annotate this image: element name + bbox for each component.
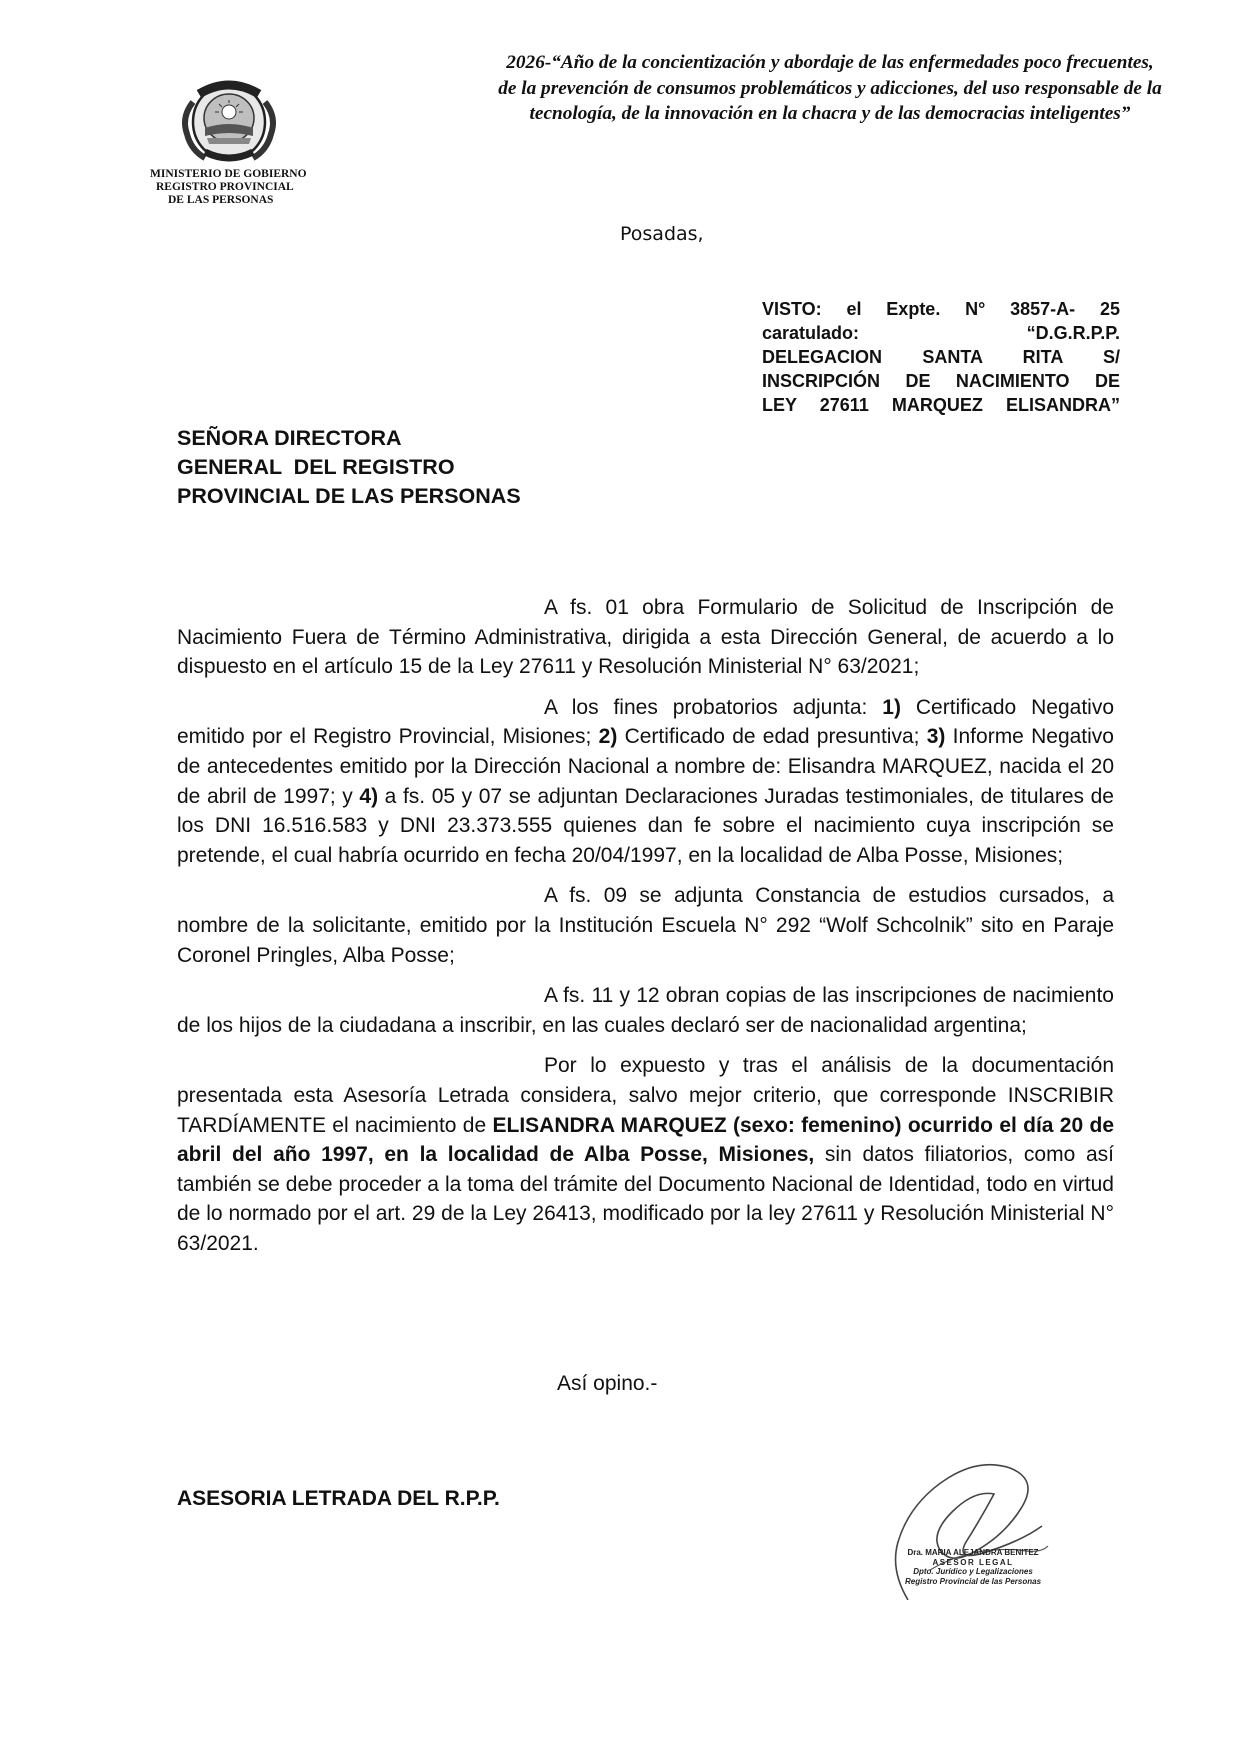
paragraph-studies: A fs. 09 se adjunta Constancia de estudios cursados, a nombre de la solicitante, emitido por la Institución Escuela N° 292 “Wolf Schcolnik” sito en Paraje Coronel Pringles, Alba Posse; bbox=[177, 884, 1114, 967]
addressee-block bbox=[177, 424, 521, 511]
document-body bbox=[177, 593, 1114, 1269]
stamp-line: Registro Provincial de las Personas bbox=[904, 1576, 1042, 1586]
paragraph-evidence: A los fines probatorios adjunta: 1) Certificado Negativo emitido por el Registro Provincial, Misiones; 2) Certificado de edad presuntiva; 3) Informe Negativo de antecedentes emitido por la Dirección Nacional a nombre de: Elisandra MARQUEZ, nacida el 20 de abril de 1997; y 4) a fs. 05 y 07 se adjuntan Declaraciones Juradas testimoniales, de titulares de los DNI 16.516.583 y DNI 23.373.555 quienes dan fe sobre el nacimiento cuya inscripción se pretende, el cual habría ocurrido en fecha 20/04/1997, en la localidad de Alba Posse, Misiones; bbox=[177, 695, 1114, 867]
visto-line: INSCRIPCIÓN DE NACIMIENTO DE bbox=[762, 371, 1120, 391]
visto-block bbox=[762, 297, 1120, 417]
addressee-line: SEÑORA DIRECTORA bbox=[177, 426, 402, 450]
addressee-line: GENERAL DEL REGISTRO bbox=[177, 455, 455, 479]
ministry-line: REGISTRO PROVINCIAL bbox=[156, 181, 294, 193]
addressee-line: PROVINCIAL DE LAS PERSONAS bbox=[177, 484, 521, 508]
provincial-seal-logo bbox=[175, 72, 283, 170]
signature-stamp bbox=[898, 1548, 1048, 1586]
paragraph-form: A fs. 01 obra Formulario de Solicitud de Inscripción de Nacimiento Fuera de Término Administrativa, dirigida a esta Dirección General, de acuerdo a lo dispuesto en el artículo 15 de la Ley 27611 y Resolución Ministerial N° 63/2021; bbox=[177, 596, 1114, 679]
place-date: Posadas, bbox=[620, 223, 704, 245]
stamp-line: Dra. MARIA ALEJANDRA BENITEZ bbox=[907, 1548, 1039, 1557]
paragraph-children-records: A fs. 11 y 12 obran copias de las inscripciones de nacimiento de los hijos de la ciudadana a inscribir, en las cuales declaró ser de nacionalidad argentina; bbox=[177, 984, 1114, 1037]
paragraph-conclusion: Por lo expuesto y tras el análisis de la documentación presentada esta Asesoría Letrada considera, salvo mejor criterio, que corresponde INSCRIBIR TARDÍAMENTE el nacimiento de ELISANDRA MARQUEZ (sexo: femenino) ocurrido el día 20 de abril del año 1997, en la localidad de Alba Posse, Misiones, sin datos filiatorios, como así también se debe proceder a la toma del trámite del Documento Nacional de Identidad, todo en virtud de lo normado por el art. 29 de la Ley 26413, modificado por la ley 27611 y Resolución Ministerial N° 63/2021. bbox=[177, 1054, 1114, 1255]
ministry-line: MINISTERIO DE GOBIERNO bbox=[150, 168, 307, 180]
visto-line: caratulado: “D.G.R.P.P. bbox=[762, 323, 1120, 343]
visto-line: LEY 27611 MARQUEZ ELISANDRA” bbox=[762, 395, 1120, 415]
stamp-line: Dpto. Jurídico y Legalizaciones bbox=[913, 1567, 1033, 1576]
ministry-header bbox=[150, 168, 330, 207]
visto-line: VISTO: el Expte. N° 3857-A- 25 bbox=[762, 299, 1120, 319]
closing-phrase: Así opino.- bbox=[557, 1372, 658, 1395]
ministry-line: DE LAS PERSONAS bbox=[168, 194, 274, 206]
signoff-office: ASESORIA LETRADA DEL R.P.P. bbox=[177, 1487, 500, 1510]
stamp-line: ASESOR LEGAL bbox=[932, 1557, 1014, 1567]
annual-motto: 2026-“Año de la concientización y abordaje de las enfermedades poco frecuentes, de la prevención de consumos problemáticos y adicciones, del uso responsable de la tecnología, de la innovación en la chacra y de las democracias inteligentes” bbox=[498, 52, 1162, 124]
visto-line: DELEGACION SANTA RITA S/ bbox=[762, 347, 1120, 367]
